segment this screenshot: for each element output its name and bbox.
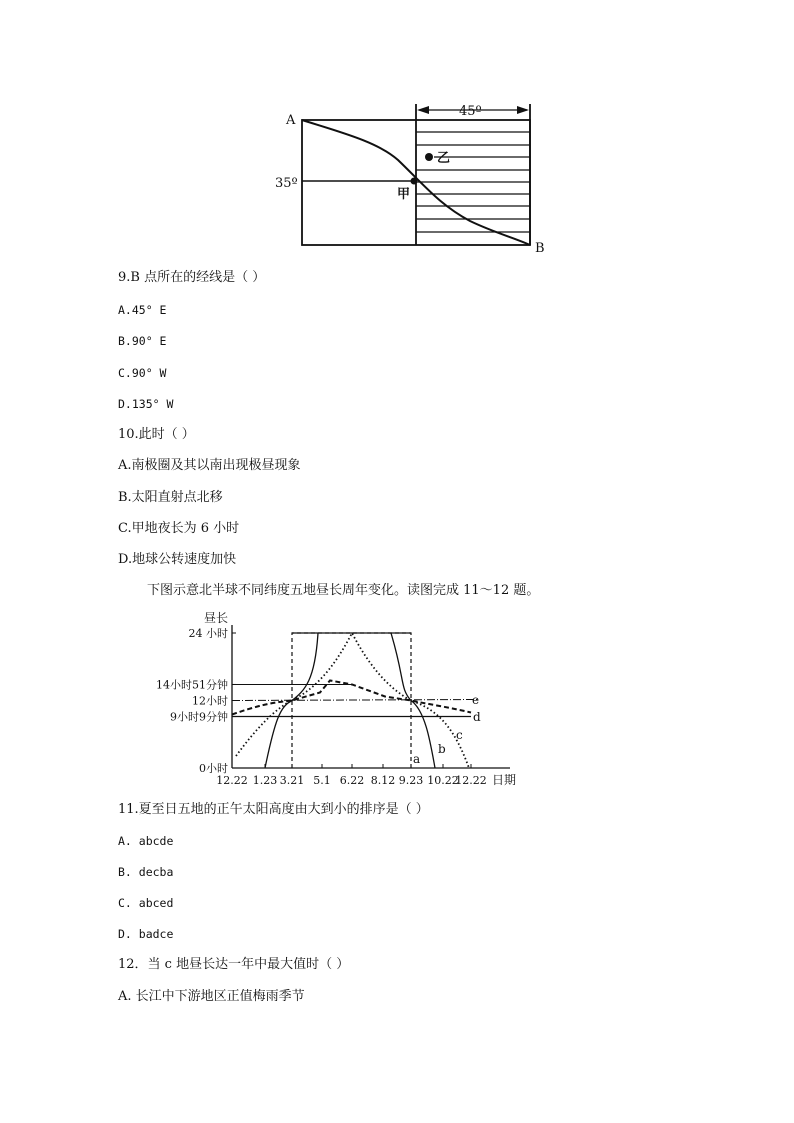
- label-b: B: [535, 241, 545, 256]
- q11-option-c: C. abced: [118, 896, 174, 910]
- x-tick-label: 8.12: [370, 774, 396, 787]
- q10-option-d: D.地球公转速度加快: [118, 552, 237, 567]
- x-tick-label: 12.22: [216, 774, 248, 787]
- q10-option-a: A.南极圈及其以南出现极昼现象: [118, 458, 301, 473]
- q9-option-a: A.45° E: [118, 303, 167, 317]
- label-lat-35: 35º: [275, 176, 298, 191]
- y-tick-label: 14小时51分钟: [156, 678, 228, 692]
- point-jia: [411, 178, 418, 185]
- q10-option-c: C.甲地夜长为 6 小时: [118, 521, 240, 536]
- x-tick-label: 6.22: [339, 774, 365, 787]
- q10-option-b: B.太阳直射点北移: [118, 490, 223, 505]
- chart-labels: [156, 611, 516, 787]
- q10-stem: 10.此时（ ）: [118, 427, 195, 442]
- y-tick-label: 9小时9分钟: [170, 710, 228, 724]
- night-hatch-region: [416, 104, 530, 245]
- x-tick-label: 12.22: [455, 774, 487, 787]
- q9-option-b: B.90° E: [118, 334, 167, 348]
- label-span-45: 45º: [459, 104, 482, 119]
- y-tick-label: 12小时: [192, 694, 228, 708]
- y-axis-title: 昼长: [203, 611, 228, 625]
- series-e-ref: [232, 700, 478, 701]
- q12-option-a: A. 长江中下游地区正值梅雨季节: [118, 989, 305, 1004]
- q9-option-c: C.90° W: [118, 366, 167, 380]
- figure-latitude-diagram: [0, 0, 794, 260]
- q9-stem: 9.B 点所在的经线是（ ）: [118, 270, 266, 285]
- x-tick-label: 9.23: [398, 774, 424, 787]
- curve-label-a: a: [413, 752, 421, 766]
- day-length-chart: [0, 600, 794, 787]
- point-yi: [425, 153, 433, 161]
- label-a: A: [286, 113, 296, 128]
- x-tick-label: 1.23: [252, 774, 278, 787]
- y-tick-label: 24 小时: [188, 627, 228, 640]
- q11-option-a: A. abcde: [118, 834, 174, 848]
- label-yi: 乙: [437, 151, 451, 166]
- curve-label-c: c: [456, 728, 463, 742]
- curve-label-b: b: [438, 742, 446, 756]
- q11-stem: 11.夏至日五地的正午太阳高度由大到小的排序是（ ）: [118, 802, 429, 817]
- x-tick-label: 5.1: [313, 774, 331, 787]
- x-axis-title: 日期: [492, 773, 517, 787]
- series-e-line: [232, 680, 471, 714]
- q9-option-d: D.135° W: [118, 397, 174, 411]
- label-jia: 甲: [397, 187, 411, 202]
- x-tick-label: 3.21: [279, 774, 305, 787]
- y-tick-label: 0小时: [199, 762, 228, 775]
- q11-option-b: B. decba: [118, 865, 174, 879]
- chart-axes: [232, 625, 510, 768]
- q11-option-d: D. badce: [118, 927, 174, 941]
- chart-intro: 下图示意北半球不同纬度五地昼长周年变化。读图完成 11～12 题。: [147, 583, 540, 598]
- curve-label-d: d: [473, 710, 481, 724]
- q12-stem: 12．当 c 地昼长达一年中最大值时（ ）: [118, 957, 350, 972]
- curve-label-e: e: [472, 693, 480, 707]
- x-tick-label: 10.22: [427, 774, 459, 787]
